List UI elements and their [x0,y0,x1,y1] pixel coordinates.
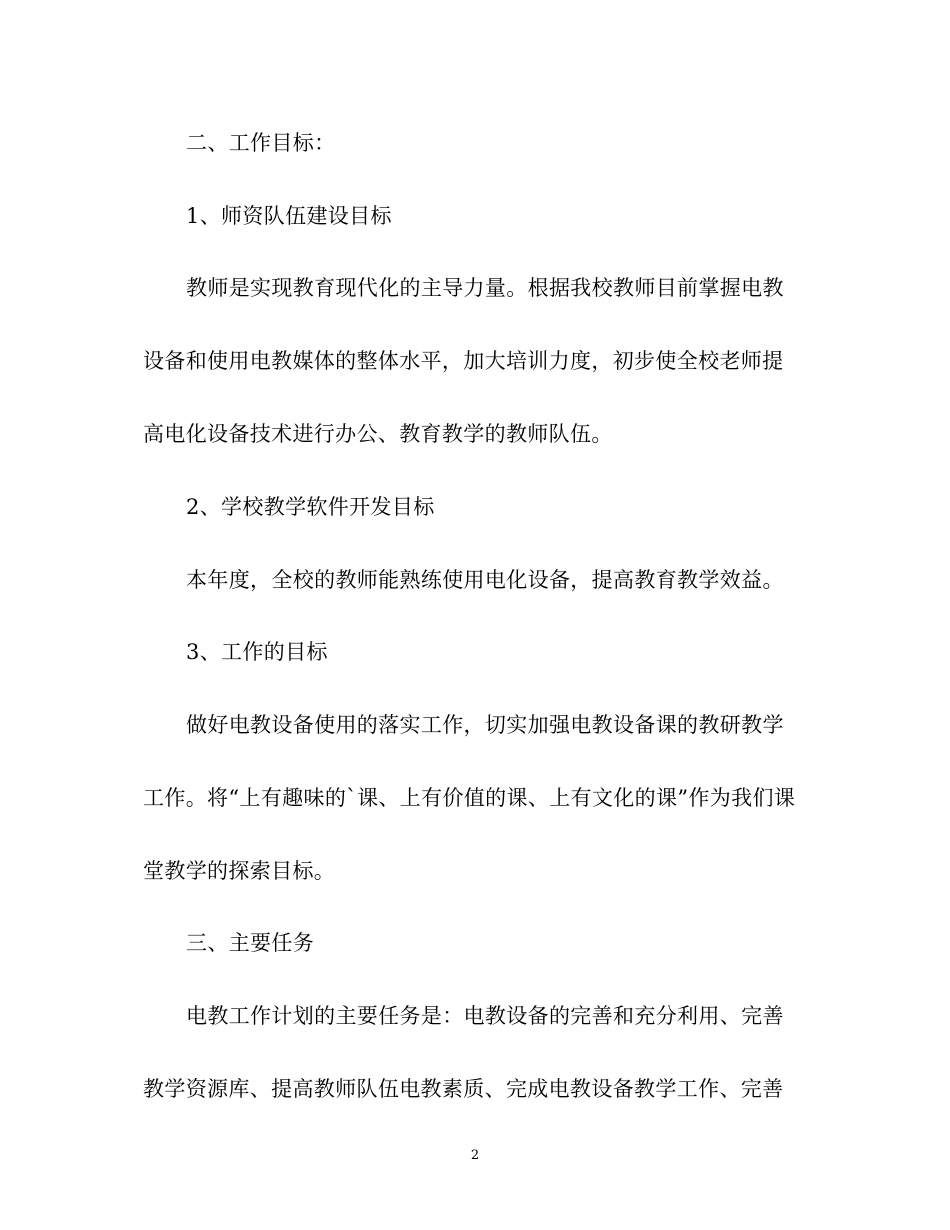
section-heading-goals: 二、工作目标： [186,131,336,155]
item-3-body-line-2: 工作。将“上有趣味的`课、上有价值的课、上有文化的课”作为我们课 [143,786,796,810]
item-1-title: 1、师资队伍建设目标 [186,204,392,228]
section-heading-tasks: 三、主要任务 [186,931,315,955]
item-3-title: 3、工作的目标 [186,640,328,664]
item-1-body-line-2: 设备和使用电教媒体的整体水平，加大培训力度，初步使全校老师提 [143,349,784,373]
item-2-body-line-1: 本年度，全校的教师能熟练使用电化设备，提高教育教学效益。 [186,568,784,592]
tasks-body-line-1: 电教工作计划的主要任务是：电教设备的完善和充分利用、完善 [186,1004,784,1028]
item-1-body-line-3: 高电化设备技术进行办公、教育教学的教师队伍。 [143,422,613,446]
page-number: 2 [470,1148,480,1163]
tasks-body-line-2: 教学资源库、提高教师队伍电教素质、完成电教设备教学工作、完善 [143,1077,784,1101]
item-2-title: 2、学校教学软件开发目标 [186,495,435,519]
item-1-body-line-1: 教师是实现教育现代化的主导力量。根据我校教师目前掌握电教 [186,276,784,300]
item-3-body-line-3: 堂教学的探索目标。 [143,859,336,883]
item-3-body-line-1: 做好电教设备使用的落实工作，切实加强电教设备课的教研教学 [186,713,784,737]
